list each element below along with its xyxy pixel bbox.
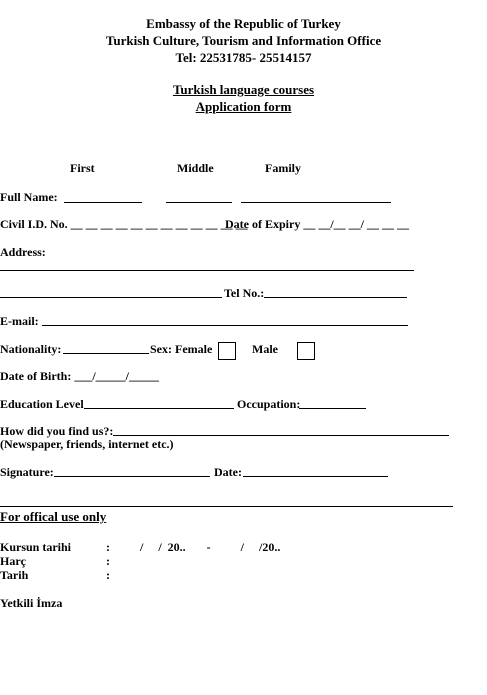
office-phone: Tel: 22531785- 25514157: [175, 50, 312, 65]
form-title: Application form: [195, 99, 292, 114]
kursun-tarihi-value: : / / 20.. - / /20..: [106, 540, 281, 554]
full-name-label: Full Name:: [0, 190, 58, 204]
date-label: Date:: [214, 465, 242, 479]
male-label: Male: [252, 342, 278, 356]
harc-label: Harç: [0, 554, 26, 568]
email-field[interactable]: [42, 325, 408, 326]
first-name-field[interactable]: [64, 202, 142, 203]
date-field[interactable]: [243, 476, 388, 477]
divider: [0, 506, 453, 507]
how-found-field[interactable]: [113, 435, 449, 436]
kursun-tarihi-label: Kursun tarihi: [0, 540, 72, 554]
nationality-label: Nationality:: [0, 342, 62, 356]
first-name-column: First: [70, 161, 95, 175]
official-use-heading: For offical use only: [0, 509, 107, 524]
tarih-label: Tarih: [0, 568, 29, 582]
form-course-title: Turkish language courses: [172, 82, 315, 97]
education-field[interactable]: [84, 408, 234, 409]
harc-value: :: [106, 554, 110, 568]
occupation-field[interactable]: [299, 408, 366, 409]
tel-field[interactable]: [264, 297, 407, 298]
embassy-name: Embassy of the Republic of Turkey: [146, 16, 341, 31]
office-name: Turkish Culture, Tourism and Information Office: [105, 33, 382, 48]
date-of-birth-field[interactable]: Date of Birth: ___/_____/_____: [0, 369, 159, 383]
signature-label: Signature:: [0, 465, 54, 479]
address-label: Address:: [0, 245, 46, 259]
education-label: Education Level: [0, 397, 84, 411]
middle-name-column: Middle: [177, 161, 214, 175]
male-checkbox[interactable]: [297, 342, 315, 360]
email-label: E-mail:: [0, 314, 39, 328]
family-name-field[interactable]: [241, 202, 391, 203]
nationality-field[interactable]: [63, 353, 149, 354]
middle-name-field[interactable]: [166, 202, 232, 203]
signature-field[interactable]: [54, 476, 210, 477]
how-found-label: How did you find us?:: [0, 424, 114, 438]
yetkili-imza-label: Yetkili İmza: [0, 596, 63, 610]
occupation-label: Occupation:: [237, 397, 301, 411]
female-checkbox[interactable]: [218, 342, 236, 360]
tel-label: Tel No.:: [224, 286, 265, 300]
sex-female-label: Sex: Female: [150, 342, 213, 356]
family-name-column: Family: [265, 161, 301, 175]
address-field-line1[interactable]: [0, 270, 414, 271]
tarih-value: :: [106, 568, 110, 582]
expiry-date-field[interactable]: Date of Expiry __ __/__ __/ __ __ __: [225, 217, 409, 231]
how-found-hint: (Newspaper, friends, internet etc.): [0, 437, 174, 451]
civil-id-field[interactable]: Civil I.D. No. __ __ __ __ __ __ __ __ __ __ __ __: [0, 217, 248, 231]
address-field-line2[interactable]: [0, 297, 222, 298]
